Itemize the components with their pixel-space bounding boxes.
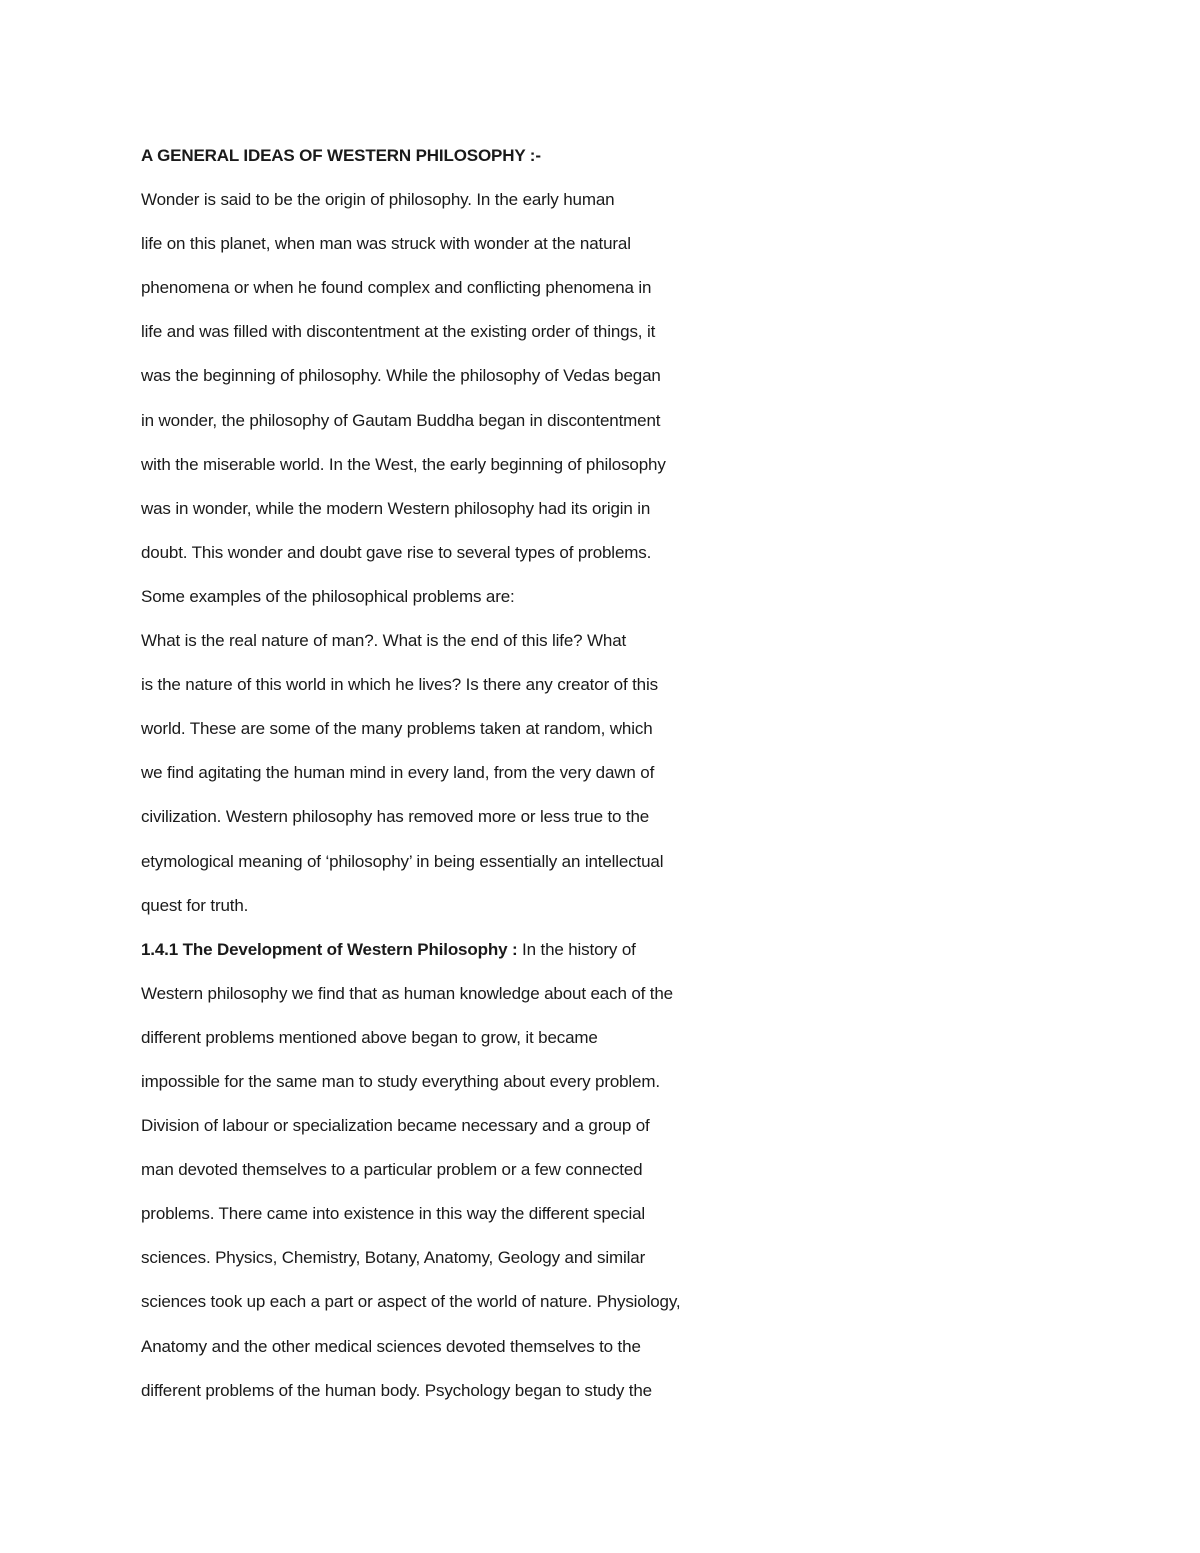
paragraph-line: impossible for the same man to study everything about every problem.: [141, 1071, 660, 1091]
paragraph-line: Wonder is said to be the origin of philosophy. In the early human: [141, 190, 615, 210]
paragraph-line: Some examples of the philosophical problems are:: [141, 586, 515, 606]
paragraph-line: Division of labour or specialization became necessary and a group of: [141, 1116, 650, 1136]
section-title: 1.4.1 The Development of Western Philosophy :: [141, 939, 518, 959]
document-heading: A GENERAL IDEAS OF WESTERN PHILOSOPHY :-: [141, 146, 541, 165]
paragraph-line: etymological meaning of ‘philosophy’ in being essentially an intellectual: [141, 851, 664, 871]
section-first-line-text: In the history of: [517, 939, 636, 959]
paragraph-line: is the nature of this world in which he lives? Is there any creator of this: [141, 675, 658, 695]
paragraph-line: quest for truth.: [141, 895, 249, 915]
paragraph-line: civilization. Western philosophy has removed more or less true to the: [141, 807, 650, 827]
section-first-line: [141, 937, 841, 981]
paragraph-line: sciences. Physics, Chemistry, Botany, Anatomy, Geology and similar: [141, 1248, 646, 1268]
paragraph-line: different problems of the human body. Psychology began to study the: [141, 1380, 652, 1400]
paragraph-line: life on this planet, when man was struck with wonder at the natural: [141, 234, 631, 254]
paragraph-line: phenomena or when he found complex and conflicting phenomena in: [141, 278, 652, 298]
paragraph-line: What is the real nature of man?. What is the end of this life? What: [141, 631, 627, 651]
paragraph-line: Western philosophy we find that as human knowledge about each of the: [141, 983, 673, 1003]
paragraph-line: doubt. This wonder and doubt gave rise to several types of problems.: [141, 542, 652, 562]
paragraph-line: in wonder, the philosophy of Gautam Buddha began in discontentment: [141, 410, 661, 430]
paragraph-line: man devoted themselves to a particular problem or a few connected: [141, 1160, 643, 1180]
paragraph-line: problems. There came into existence in this way the different special: [141, 1204, 646, 1224]
paragraph-line: life and was filled with discontentment at the existing order of things, it: [141, 322, 656, 342]
paragraph-line: with the miserable world. In the West, the early beginning of philosophy: [141, 454, 666, 474]
paragraph-line: world. These are some of the many problems taken at random, which: [141, 719, 653, 739]
paragraph-line: was the beginning of philosophy. While the philosophy of Vedas began: [141, 366, 661, 386]
paragraph-line: sciences took up each a part or aspect of the world of nature. Physiology,: [141, 1292, 681, 1312]
paragraph-line: was in wonder, while the modern Western philosophy had its origin in: [141, 498, 651, 518]
paragraph-line: different problems mentioned above began to grow, it became: [141, 1027, 598, 1047]
document-body: [141, 143, 841, 1422]
paragraph-line: Anatomy and the other medical sciences devoted themselves to the: [141, 1336, 641, 1356]
paragraph-line: we find agitating the human mind in every land, from the very dawn of: [141, 763, 655, 783]
